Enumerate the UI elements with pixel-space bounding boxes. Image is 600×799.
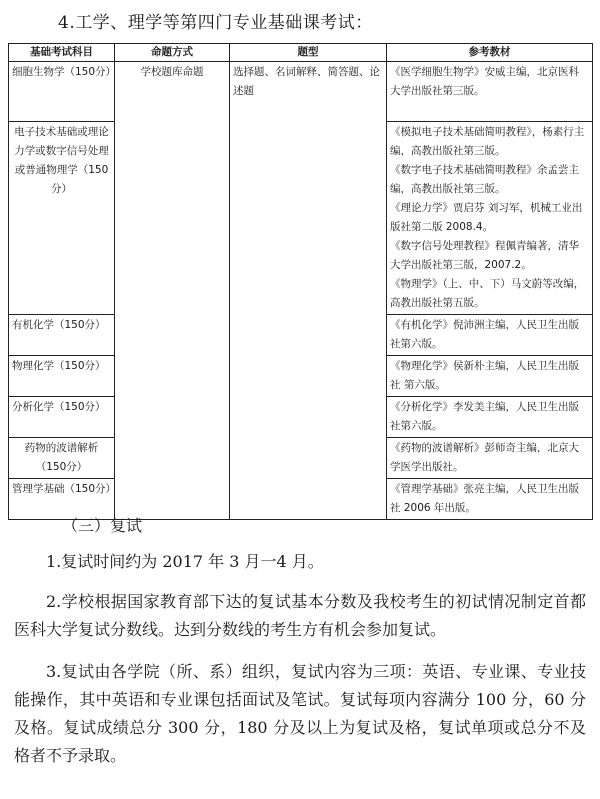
method-cell: 学校题库命题 bbox=[115, 62, 230, 520]
textbook-cell bbox=[387, 397, 593, 438]
subsection-title: （三）复试 bbox=[62, 516, 143, 535]
textbook-entry: 《物理化学》侯新朴主编，人民卫生出版社 第六版。 bbox=[390, 360, 579, 391]
header-textbook: 参考教材 bbox=[387, 44, 593, 62]
textbook-entry: 《物理学》（上、中、下）马文蔚等改编，高教出版社第五版。 bbox=[390, 278, 585, 309]
textbook-entry: 《理论力学》贾启芬 刘习军，机械工业出版社第二版 2008.4。 bbox=[390, 202, 583, 233]
textbook-cell bbox=[387, 315, 593, 356]
textbook-entry: 《数字信号处理教程》程佩青编著，清华大学出版社第三版，2007.2。 bbox=[390, 240, 579, 271]
textbook-entry: 《模拟电子技术基础简明教程》，杨素行主编，高教出版社第三版。 bbox=[390, 126, 585, 157]
textbook-entry: 《药物的波谱解析》彭师奇主编，北京大学医学出版社。 bbox=[390, 442, 579, 473]
textbook-entry: 《数字电子技术基础简明教程》余孟尝主编，高教出版社第三版。 bbox=[390, 164, 579, 195]
table-header-row bbox=[9, 44, 593, 62]
textbook-entry: 《医学细胞生物学》安威主编，北京医科大学出版社第三版。 bbox=[390, 66, 579, 97]
subject-cell: 分析化学（150分） bbox=[9, 397, 115, 438]
subject-cell: 管理学基础（150分） bbox=[9, 479, 115, 520]
exam-subject-table bbox=[8, 43, 593, 520]
section-heading: 4.工学、理学等第四门专业基础课考试： bbox=[58, 13, 373, 33]
table-row bbox=[9, 62, 593, 122]
subject-cell: 有机化学（150分） bbox=[9, 315, 115, 356]
subject-cell: 电子技术基础或理论力学或数字信号处理或普通物理学（150分） bbox=[9, 122, 115, 315]
textbook-entry: 《有机化学》倪沛洲主编，人民卫生出版社第六版。 bbox=[390, 319, 579, 350]
header-subject: 基础考试科目 bbox=[9, 44, 115, 62]
textbook-cell bbox=[387, 62, 593, 122]
header-method: 命题方式 bbox=[115, 44, 230, 62]
subject-cell: 细胞生物学（150分） bbox=[9, 62, 115, 122]
subject-cell: 药物的波谱解析（150分） bbox=[9, 438, 115, 479]
textbook-cell bbox=[387, 438, 593, 479]
textbook-cell bbox=[387, 122, 593, 315]
paragraph-retest-time: 1.复试时间约为 2017 年 3 月一4 月。 bbox=[46, 552, 324, 571]
textbook-cell bbox=[387, 356, 593, 397]
paragraph-retest-content: 3.复试由各学院（所、系）组织，复试内容为三项：英语、专业课、专业技能操作，其中英语和专业课包括面试及笔试。复试每项内容满分 100 分，60 分及格。复试成绩总分 300 分，180 分及以上为复试及格，复试单项或总分不及格者不予录取。 bbox=[14, 662, 586, 765]
question-type-cell: 选择题、名词解释、简答题、论述题 bbox=[230, 62, 387, 520]
paragraph-score-line: 2.学校根据国家教育部下达的复试基本分数及我校考生的初试情况制定首都医科大学复试分数线。达到分数线的考生方有机会参加复试。 bbox=[14, 592, 586, 639]
textbook-entry: 《分析化学》李发美主编，人民卫生出版社第六版。 bbox=[390, 401, 579, 432]
subject-cell: 物理化学（150分） bbox=[9, 356, 115, 397]
header-question-type: 题型 bbox=[230, 44, 387, 62]
textbook-entry: 《管理学基础》张亮主编，人民卫生出版社 2006 年出版。 bbox=[390, 483, 579, 514]
